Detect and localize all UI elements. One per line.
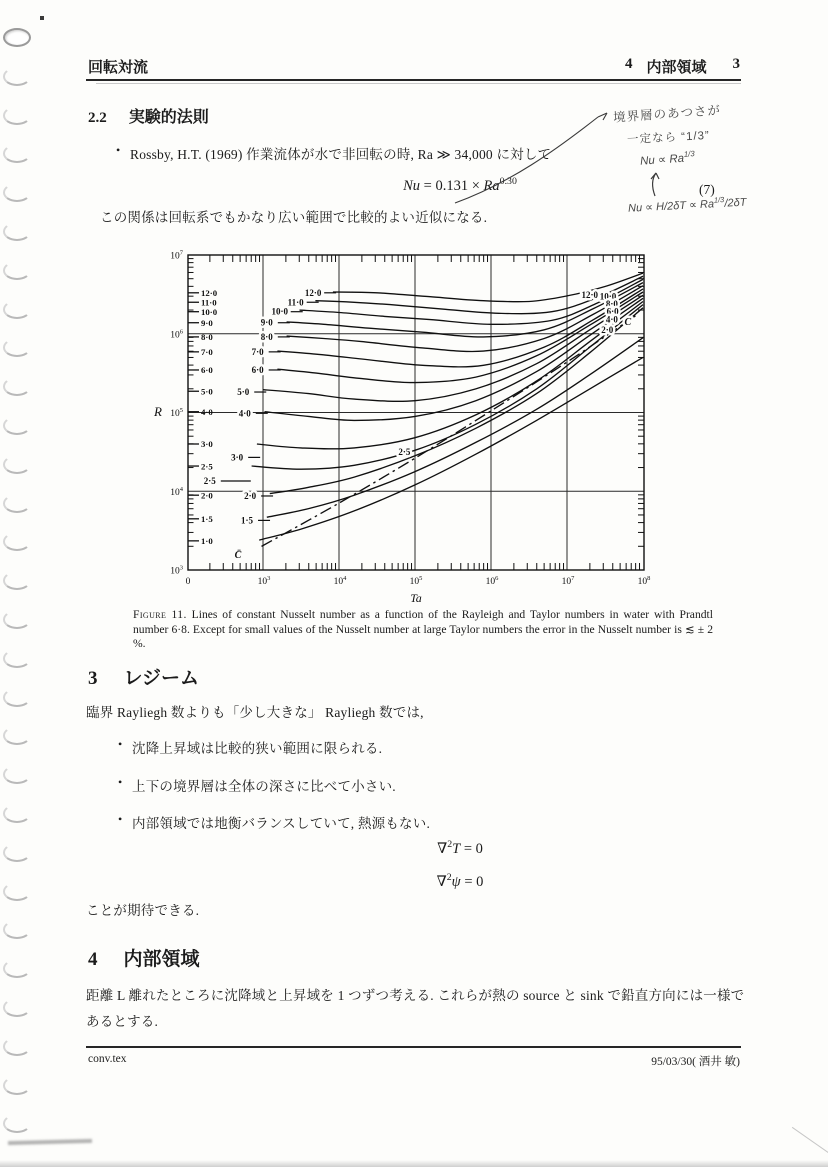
nusselt-axis-tick-label: 11·0 (201, 297, 217, 308)
contour-label-left: 10·0 (271, 306, 288, 317)
section-3-title: レジーム (123, 668, 200, 689)
equation-7 (300, 176, 620, 195)
nusselt-axis-tick-label: 12·0 (201, 288, 218, 298)
contour-label-right: 12·0 (581, 290, 599, 301)
figure-11-chart (150, 248, 670, 612)
section-4-title: 内部領域 (123, 949, 200, 970)
nusselt-contour-C (262, 315, 637, 547)
eqPsi-var: ψ (451, 873, 461, 890)
eqT-var: T (452, 840, 461, 857)
contour-label-right: C (624, 316, 632, 328)
handwriting-line3: $Nu \propto Ra^{1/3}$ (639, 149, 695, 168)
binding-hole (3, 377, 31, 396)
binding-hole (3, 106, 31, 125)
contour-label-left: 4·0 (238, 408, 251, 419)
handwritten-up-arrowhead-icon (651, 173, 659, 179)
binding-hole (3, 183, 31, 202)
scan-speck (40, 16, 44, 20)
binding-hole (3, 222, 31, 241)
x-axis-decade-label: $10^4$ (333, 575, 347, 587)
eqPsi-sup: 2 (446, 872, 452, 883)
binding-hole (3, 688, 31, 707)
eqPsi-nabla: ∇ (436, 873, 447, 890)
binding-hole (3, 1037, 31, 1056)
nusselt-contour-4 (265, 298, 644, 420)
y-axis-decade-label: $10^6$ (170, 328, 183, 341)
eqPsi-rhs: = 0 (460, 873, 484, 890)
binding-hole (3, 338, 31, 357)
equation-laplace-psi (300, 872, 620, 891)
binding-hole (3, 726, 31, 745)
binding-hole (3, 1076, 31, 1095)
x-axis-decade-label: $10^8$ (637, 575, 651, 587)
contour-label-right: 8·0 (605, 298, 618, 309)
x-axis-decade-label: $10^3$ (257, 575, 271, 587)
x-axis-decade-label: $10^6$ (485, 575, 499, 587)
annotation-arrowhead-icon (598, 113, 607, 120)
bullet-icon: • (118, 812, 123, 826)
binding-hole (3, 920, 31, 939)
nusselt-contour-2.5 (252, 305, 643, 470)
equation-7-number: (7) (699, 182, 715, 197)
section-2-2-title: 実験的法則 (128, 109, 209, 126)
rossby-bullet-text: Rossby, H.T. (1969) 作業流体が水で非回転の時, Ra ≫ 34,000 に対して (130, 147, 552, 162)
header-section-number: 4 (624, 56, 633, 72)
page-edge-shadow (0, 1160, 828, 1167)
page-corner-curl (792, 1127, 828, 1154)
contour-label-right: 2·0 (601, 324, 614, 335)
y-axis-decade-label: $10^7$ (170, 249, 183, 262)
contour-label-left: 2·0 (244, 490, 257, 501)
contour-label-left: 2·5 (398, 446, 411, 457)
binding-hole (3, 843, 31, 862)
nusselt-axis-tick-label: 8·0 (201, 332, 213, 343)
rossby-bullet (116, 143, 676, 163)
equation-laplace-T (300, 839, 620, 858)
nusselt-contour-1.5 (267, 338, 643, 518)
sec3-intro: 臨界 Rayliegh 数よりも「少し大きな」 Rayliegh 数では, (86, 705, 424, 720)
footer-filename: conv.tex (88, 1053, 127, 1065)
bullet-icon: • (118, 774, 123, 789)
contour-label-left: 9·0 (260, 317, 273, 328)
nusselt-axis-tick-label: 2·0 (201, 490, 213, 501)
binding-hole (3, 804, 31, 823)
binding-hole (3, 1114, 31, 1133)
section-3-heading (88, 663, 199, 690)
binding-hole (3, 300, 31, 319)
contour-label-left: 1·5 (241, 515, 254, 526)
section-2-2-number: 2.2 (88, 110, 107, 126)
handwritten-up-arrow-icon (653, 173, 657, 196)
figure-caption-label: Figure 11. (133, 608, 187, 621)
sec3-bullet-text: 沈降上昇域は比較的狭い範囲に限られる. (132, 741, 383, 756)
binding-hole (3, 494, 31, 513)
sec3-bullet-item (118, 812, 658, 832)
y-axis-decade-label: $10^5$ (170, 407, 183, 419)
sec3-bullet-list (118, 737, 658, 850)
handwriting-line1: 境界層のあつさが (612, 103, 722, 125)
nusselt-axis-tick-label: 6·0 (201, 365, 213, 376)
binding-hole (3, 765, 31, 784)
contour-label-right: 10·0 (599, 291, 617, 302)
binding-hole (3, 959, 31, 978)
nusselt-axis-tick-label: 4·0 (201, 406, 213, 417)
y-axis-decade-label: $10^4$ (170, 485, 183, 498)
header-rule-shadow (96, 83, 741, 84)
contour-label-left: 6·0 (251, 364, 264, 375)
eq7-exponent: 0.30 (499, 176, 517, 187)
page-number: 3 (732, 56, 740, 72)
binding-hole (3, 67, 31, 86)
nusselt-axis-tick-label: 7·0 (201, 347, 213, 358)
handwriting-line4: $Nu \propto H/2\delta T \propto Ra^{1/3}/2\delta T$ (627, 195, 747, 215)
bullet-icon: • (116, 143, 121, 157)
sec3-outro: ことが期待できる. (86, 903, 200, 918)
nusselt-axis-tick-label: 5·0 (201, 386, 213, 397)
sec3-bullet-text: 上下の境界層は全体の深さに比べて小さい. (132, 778, 396, 794)
sec22-note: この関係は回転系でもかなり広い範囲で比較的よい近似になる. (100, 210, 488, 225)
nusselt-contour-6 (277, 292, 643, 383)
section-4-number: 4 (88, 949, 98, 970)
eq7-lhs: Nu (403, 177, 421, 194)
eqT-nabla: ∇ (437, 840, 448, 857)
binding-hole (3, 261, 31, 280)
y-axis-title: R (154, 404, 162, 419)
sec3-bullet-item (118, 737, 658, 757)
nusselt-axis-tick-label: 1·5 (201, 514, 213, 525)
binding-hole (3, 882, 31, 901)
y-axis-decade-label: $10^3$ (170, 564, 183, 577)
footer-rule (86, 1046, 741, 1048)
binding-hole (3, 610, 31, 629)
eq7-mid: = 0.131 × (420, 177, 484, 194)
bullet-icon: • (118, 737, 123, 751)
running-head-right (625, 56, 740, 77)
contour-label-left: 12·0 (304, 287, 322, 298)
running-head-title: 回転対流 (88, 59, 149, 76)
nusselt-axis-tick-label: 3·0 (201, 439, 213, 450)
section-2-2-heading (88, 104, 209, 127)
x-axis-decade-label: $10^5$ (409, 575, 423, 587)
contour-label-right: 4·0 (605, 314, 618, 325)
contour-label-left: 7·0 (251, 346, 264, 357)
header-section-title: 内部領域 (646, 59, 707, 76)
figure-caption (133, 608, 713, 652)
figure-caption-text: Lines of constant Nusselt number as a function of the Rayleigh and Taylor numbers in water with Prandtl number 6·8. Except for small values of the Nusselt number at large Taylor numbers the error in the Nusselt number is ≲ ± 2 %. (133, 608, 713, 651)
contour-label-left: 8·0 (260, 331, 273, 342)
x-axis-origin-label: 0 (185, 577, 191, 587)
contour-label-left: C̄ (234, 550, 242, 562)
nusselt-contour-plot (150, 248, 670, 612)
sec3-bullet-item (118, 775, 658, 795)
binding-hole (3, 455, 31, 474)
binding-hole (3, 532, 31, 551)
binding-hole (3, 416, 31, 435)
binding-hole (3, 28, 31, 47)
nusselt-axis-tick-label: 9·0 (201, 317, 213, 328)
x-axis-decade-label: $10^7$ (561, 575, 575, 587)
sec4-body: 距離 L 離れたところに沈降域と上昇域を 1 つずつ考える. これらが熱の source と sink で鉛直方向には一様であるとする. (86, 988, 745, 1029)
x-axis-title: Ta (410, 591, 422, 605)
contour-label-right: 6·0 (606, 306, 619, 317)
header-rule (86, 79, 741, 81)
section-4-heading (88, 944, 200, 971)
contour-label-left: 11·0 (287, 297, 304, 308)
contour-label-left: 5·0 (237, 387, 250, 398)
binding-hole (3, 571, 31, 590)
scan-smudge (8, 1139, 92, 1145)
nusselt-axis-tick-label: 10·0 (201, 306, 218, 317)
binding-hole (3, 998, 31, 1017)
nusselt-axis-tick-label: 2·5 (201, 461, 213, 472)
section-3-number: 3 (88, 668, 98, 689)
contour-label-left: 2·5 (203, 476, 216, 487)
eqT-sup: 2 (447, 839, 453, 850)
sec3-bullet-text: 内部領域では地衡バランスしていて, 熱源もない. (132, 816, 431, 831)
nusselt-axis-tick-label: 1·0 (201, 536, 213, 547)
contour-label-left: 3·0 (231, 452, 244, 463)
eqT-rhs: = 0 (460, 840, 483, 857)
footer-date-author: 95/03/30( 酒井 敏) (651, 1056, 740, 1068)
eq7-base: Ra (483, 177, 500, 194)
binding-hole (3, 144, 31, 163)
handwriting-line2: 一定なら “1/3” (626, 129, 711, 147)
binding-hole (3, 649, 31, 668)
